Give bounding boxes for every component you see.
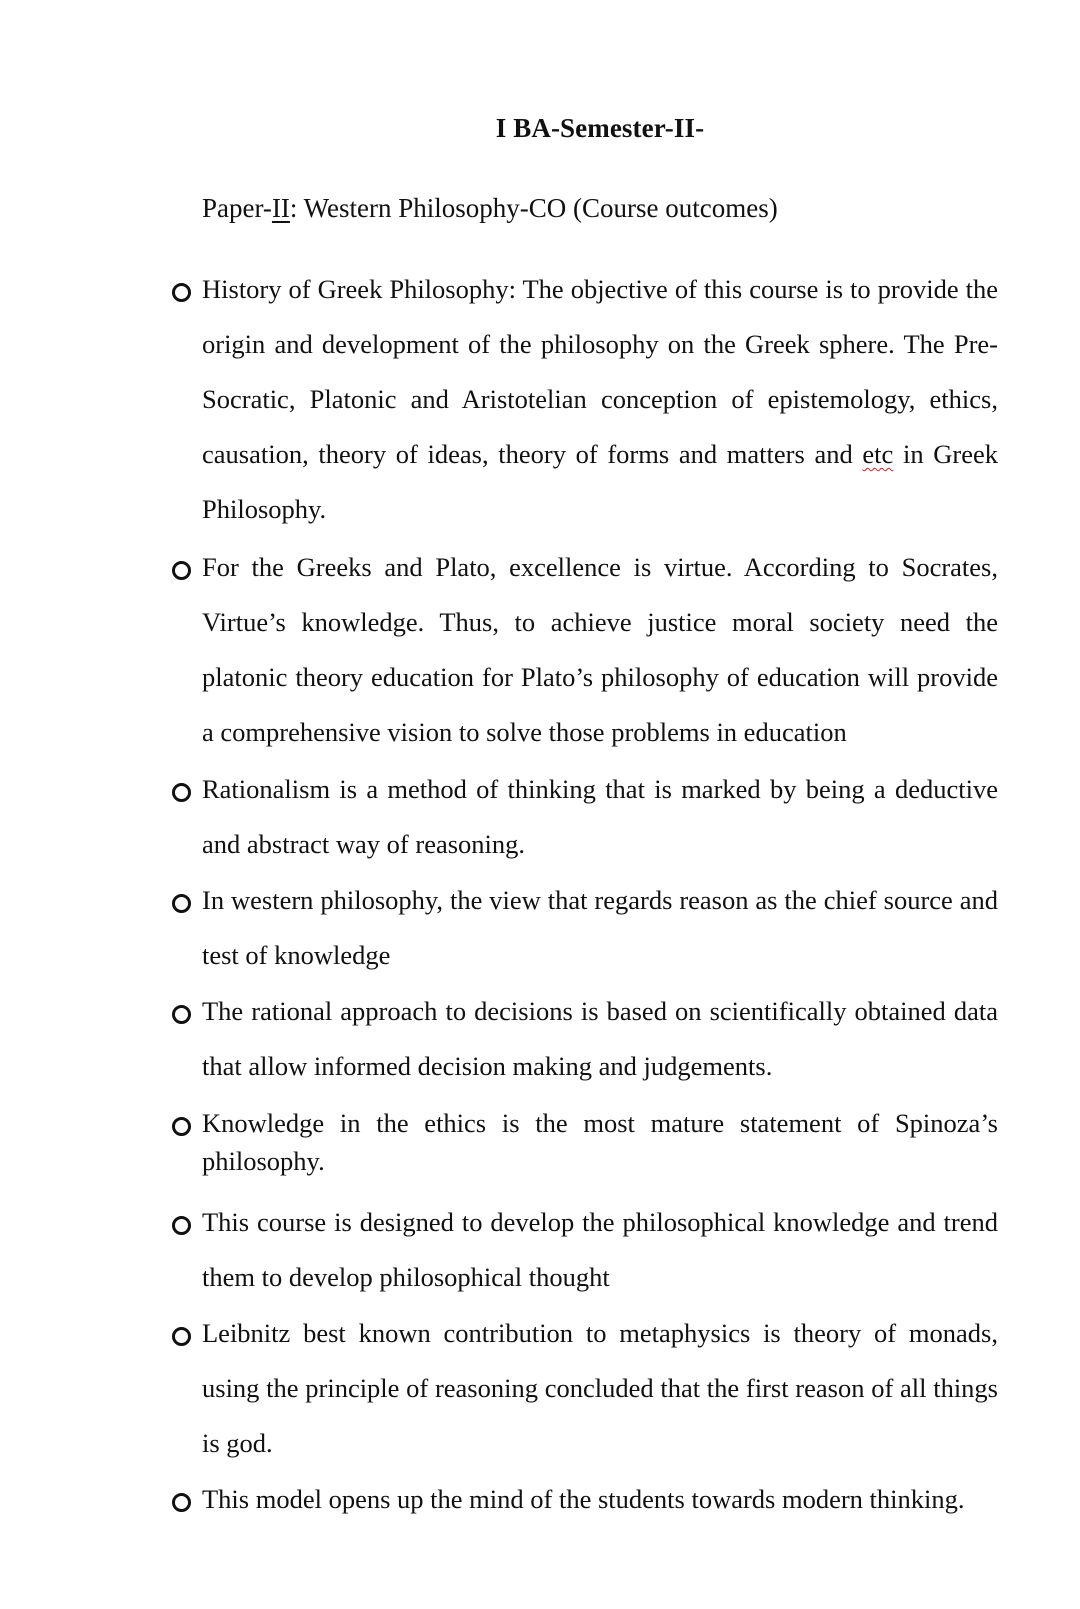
hollow-circle-bullet-icon: [172, 1005, 191, 1024]
list-item: [202, 873, 998, 983]
hollow-circle-bullet-icon: [172, 1216, 191, 1235]
list-item-text: History of Greek Philosophy: The objective of this course is to provide the origin and development of the philosophy on the Greek sphere. The Pre-Socratic, Platonic and Aristotelian conception of epistemology, ethics, causation, theory of ideas, theory of forms and matters and: [202, 274, 998, 469]
list-item-text: The rational approach to decisions is based on scientifically obtained data that allow informed decision making and judgements.: [202, 996, 998, 1081]
spellcheck-flagged-word: etc: [862, 439, 894, 469]
list-item-text: In western philosophy, the view that regards reason as the chief source and test of knowledge: [202, 885, 998, 970]
list-item-text-end: in Greek Philosophy.: [202, 439, 998, 524]
hollow-circle-bullet-icon: [172, 283, 191, 302]
hollow-circle-bullet-icon: [172, 1493, 191, 1512]
list-item-text: Rationalism is a method of thinking that is marked by being a deductive and abstract way of reasoning.: [202, 774, 998, 859]
list-item: [202, 540, 998, 760]
hollow-circle-bullet-icon: [172, 1117, 191, 1136]
list-item: [202, 1306, 998, 1471]
subtitle-underlined-numeral: II: [271, 193, 290, 223]
list-item: [202, 984, 998, 1094]
list-item: [202, 1472, 998, 1527]
list-item: [202, 762, 998, 872]
list-item: [202, 1195, 998, 1305]
list-item-text: Leibnitz best known contribution to metaphysics is theory of monads, using the principle of reasoning concluded that the first reason of all things is god.: [202, 1318, 998, 1458]
hollow-circle-bullet-icon: [172, 1327, 191, 1346]
list-item: [202, 262, 998, 537]
hollow-circle-bullet-icon: [172, 561, 191, 580]
list-item-text: Knowledge in the ethics is the most mature statement of Spinoza’s philosophy.: [202, 1108, 998, 1176]
subtitle-rest: : Western Philosophy-CO (Course outcomes): [289, 193, 778, 223]
list-item-text: This course is designed to develop the philosophical knowledge and trend them to develop philosophical thought: [202, 1207, 998, 1292]
hollow-circle-bullet-icon: [172, 783, 191, 802]
paper-subtitle: [202, 188, 778, 228]
list-item: [202, 1104, 998, 1180]
page-title: I BA-Semester-II-: [495, 113, 705, 143]
hollow-circle-bullet-icon: [172, 894, 191, 913]
subtitle-prefix: Paper-: [202, 193, 272, 223]
list-item-text: This model opens up the mind of the students towards modern thinking.: [202, 1484, 965, 1514]
list-item-text: For the Greeks and Plato, excellence is virtue. According to Socrates, Virtue’s knowledge. Thus, to achieve justice moral society need the platonic theory education for Plato’s philosophy of education will provide a comprehensive vision to solve those problems in education: [202, 552, 998, 747]
